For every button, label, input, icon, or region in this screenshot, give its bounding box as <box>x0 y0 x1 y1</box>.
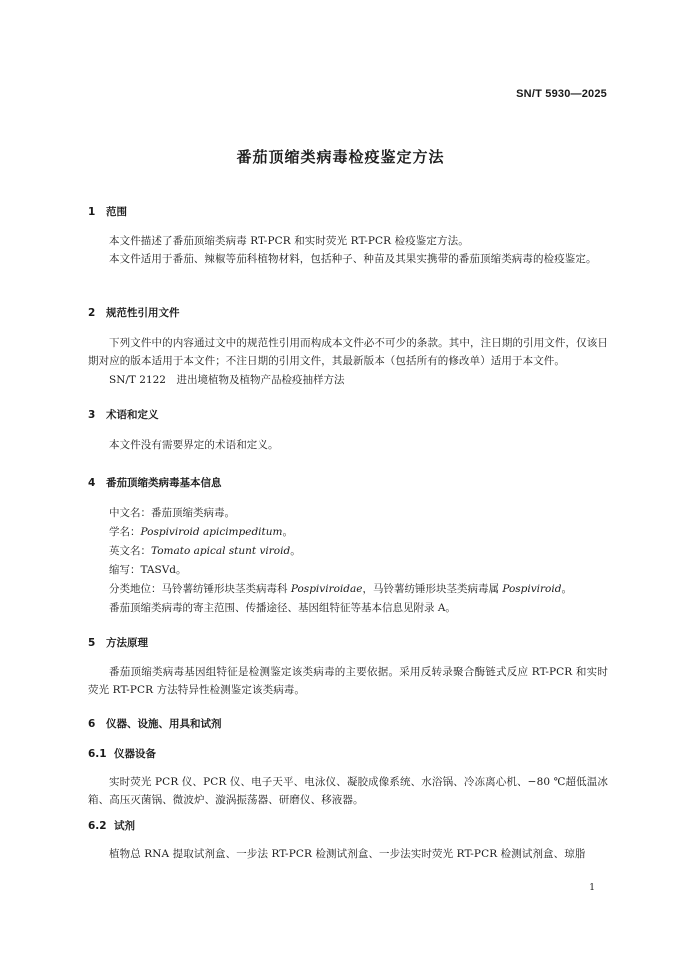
section-2-paragraph-1: 下列文件中的内容通过文中的规范性引用而构成本文件必不可少的条款。其中，注日期的引用文件，仅该日期对应的版本适用于本文件；不注日期的引用文件，其最新版本（包括所有的修改单）适用于本文件。 <box>88 337 608 367</box>
standard-code: SN/T 5930—2025 <box>516 88 607 100</box>
subsection-6-1-heading <box>88 746 156 761</box>
section-2-heading <box>88 305 180 320</box>
taxonomy-line: 分类地位：马铃薯纺锤形块茎类病毒科 Pospiviroidae，马铃薯纺锤形块茎类病毒属 Pospiviroid。 <box>109 583 572 595</box>
section-title: 仪器设备 <box>114 748 156 760</box>
section-title: 试剂 <box>114 820 135 832</box>
section-number: 6 <box>88 718 96 730</box>
page-number: 1 <box>589 883 595 893</box>
section-5-heading <box>88 635 148 650</box>
subsection-6-2-heading <box>88 818 135 833</box>
section-number: 1 <box>88 206 96 218</box>
section-number: 5 <box>88 637 96 649</box>
section-number: 3 <box>88 409 96 421</box>
basic-info-reference: 番茄顶缩类病毒的寄主范围、传播途径、基因组特征等基本信息见附录 A。 <box>109 602 456 614</box>
section-title: 番茄顶缩类病毒基本信息 <box>106 477 222 489</box>
section-3-heading <box>88 407 159 422</box>
section-number: 2 <box>88 307 96 319</box>
section-1-paragraph-1: 本文件描述了番茄顶缩类病毒 RT-PCR 和实时荧光 RT-PCR 检疫鉴定方法。 <box>109 235 469 247</box>
section-title: 术语和定义 <box>106 409 159 421</box>
section-title: 规范性引用文件 <box>106 307 180 319</box>
section-5-paragraph-1: 番茄顶缩类病毒基因组特征是检测鉴定该类病毒的主要依据。采用反转录聚合酶链式反应 RT-PCR 和实时荧光 RT-PCR 方法特异性检测鉴定该类病毒。 <box>88 666 608 696</box>
document-title: 番茄顶缩类病毒检疫鉴定方法 <box>236 148 445 166</box>
section-number: 6.1 <box>88 748 107 760</box>
abbreviation-line: 缩写：TASVd。 <box>109 564 187 576</box>
subsection-6-1-paragraph: 实时荧光 PCR 仪、PCR 仪、电子天平、电泳仪、凝胶成像系统、水浴锅、冷冻离心机、−80 ℃超低温冰箱、高压灭菌锅、微波炉、漩涡振荡器、研磨仪、移液器。 <box>88 776 608 806</box>
section-title: 范围 <box>106 206 127 218</box>
section-4-heading <box>88 475 222 490</box>
section-title: 方法原理 <box>106 637 148 649</box>
chinese-name-line: 中文名：番茄顶缩类病毒。 <box>109 507 235 519</box>
section-1-heading <box>88 204 127 219</box>
section-6-heading <box>88 716 222 731</box>
section-3-paragraph-1: 本文件没有需要界定的术语和定义。 <box>109 439 279 451</box>
section-number: 4 <box>88 477 96 489</box>
section-1-paragraph-2: 本文件适用于番茄、辣椒等茄科植物材料，包括种子、种苗及其果实携带的番茄顶缩类病毒的检疫鉴定。 <box>109 253 597 265</box>
english-name-line: 英文名：Tomato apical stunt viroid。 <box>109 545 301 557</box>
normative-reference: SN/T 2122 进出境植物及植物产品检疫抽样方法 <box>109 374 345 386</box>
scientific-name-line: 学名：Pospiviroid apicimpeditum。 <box>109 526 293 538</box>
section-title: 仪器、设施、用具和试剂 <box>106 718 222 730</box>
subsection-6-2-paragraph: 植物总 RNA 提取试剂盒、一步法 RT-PCR 检测试剂盒、一步法实时荧光 RT-PCR 检测试剂盒、琼脂 <box>109 848 586 860</box>
section-number: 6.2 <box>88 820 107 832</box>
